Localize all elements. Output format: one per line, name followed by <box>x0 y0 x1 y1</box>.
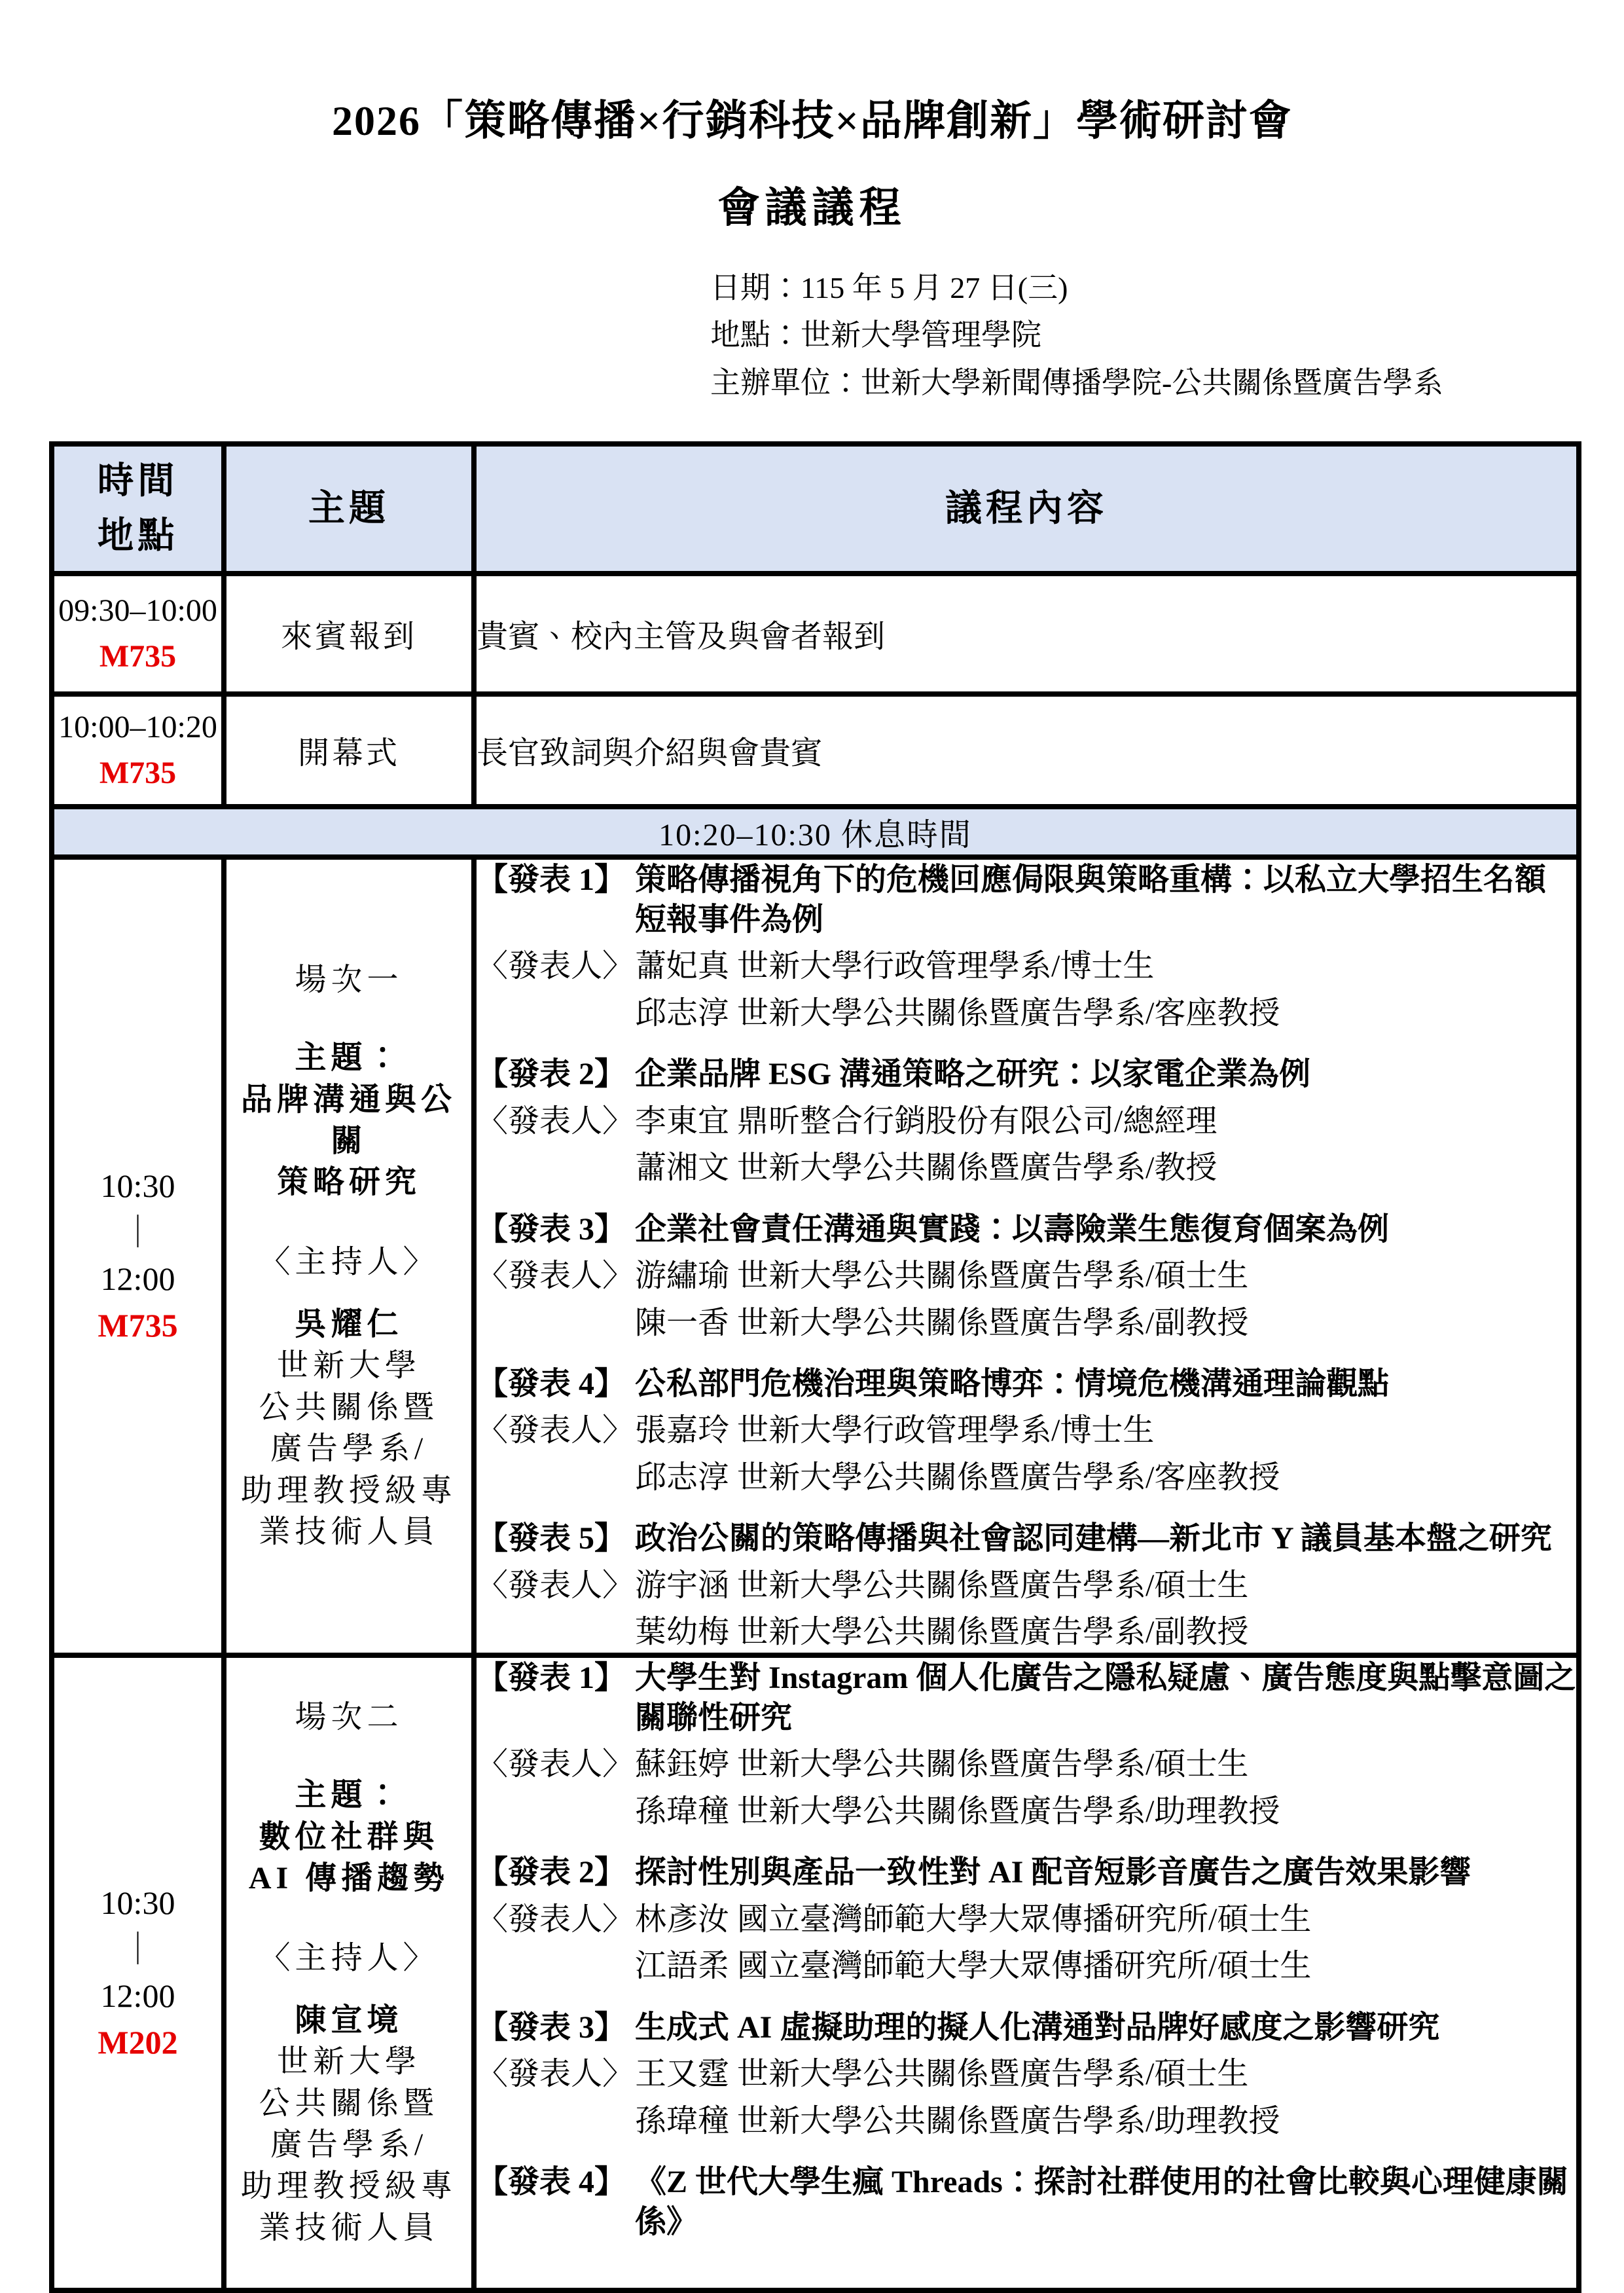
presentation-title: 公私部門危機治理與策略博弈：情境危機溝通理論觀點 <box>635 1366 1390 1401</box>
table-row-registration <box>52 574 1579 694</box>
room-label: M735 <box>98 1307 178 1344</box>
presentation-label: 【發表 4】 <box>477 1366 626 1401</box>
info-date: 日期：115 年 5 月 27 日(三) <box>710 270 1068 304</box>
presenter-label-spacer <box>477 1303 635 1343</box>
presenter-label-spacer <box>477 993 635 1033</box>
info-location: 地點：世新大學管理學院 <box>710 318 1041 352</box>
time-end: 12:00 <box>100 1260 175 1298</box>
presentation-3 <box>477 2008 1576 2141</box>
time-text: 09:30–10:00 <box>58 593 217 629</box>
host-name: 吳耀仁 <box>295 1307 403 1342</box>
presentation-label: 【發表 2】 <box>477 1855 626 1890</box>
presenter-label: 〈發表人〉 <box>477 1568 634 1603</box>
time-start: 10:30 <box>100 1884 175 1921</box>
presentation-title: 《Z 世代大學生瘋 Threads：探討社群使用的社會比較與心理健康關係》 <box>635 2164 1568 2240</box>
presenter-label-spacer <box>477 1148 635 1188</box>
theme-label: 主題： <box>295 1778 403 1813</box>
room-label: M202 <box>98 2023 178 2061</box>
presenter-line: 陳一香 世新大學公共關係暨廣告學系/副教授 <box>635 1305 1249 1340</box>
room-label: M735 <box>99 638 177 674</box>
header-row <box>52 444 1579 574</box>
presentation-4 <box>477 2162 1576 2243</box>
presenter-line: 李東宜 鼎昕整合行銷股份有限公司/總經理 <box>635 1103 1218 1139</box>
presenter-label: 〈發表人〉 <box>477 2057 634 2092</box>
presenter-label: 〈發表人〉 <box>477 1258 634 1294</box>
time-end: 12:00 <box>100 1977 175 2014</box>
session-number: 場次二 <box>295 1700 403 1735</box>
presentation-1 <box>477 860 1576 1034</box>
presentation-title: 大學生對 Instagram 個人化廣告之隱私疑慮、廣告態度與點擊意圖之關聯性研究 <box>635 1660 1576 1736</box>
presenter-line: 葉幼梅 世新大學公共關係暨廣告學系/副教授 <box>635 1615 1249 1650</box>
presentation-label: 【發表 2】 <box>477 1057 626 1092</box>
time-text: 10:00–10:20 <box>58 710 217 745</box>
presenter-line: 孫瑋穜 世新大學公共關係暨廣告學系/助理教授 <box>635 2103 1280 2138</box>
presenter-line: 江語柔 國立臺灣師範大學大眾傳播研究所/碩士生 <box>635 1949 1312 1984</box>
page-subtitle: 會議議程 <box>717 184 907 231</box>
presentation-label: 【發表 3】 <box>477 1211 626 1247</box>
presentation-title: 策略傳播視角下的危機回應侷限與策略重構：以私立大學招生名額短報事件為例 <box>635 862 1547 938</box>
host-affiliation-line: 業技術人員 <box>259 2210 439 2245</box>
host-affiliation-line: 業技術人員 <box>259 1514 439 1549</box>
presenter-label: 〈發表人〉 <box>477 1103 634 1139</box>
session-row-2 <box>52 1655 1579 2290</box>
break-row <box>52 807 1579 857</box>
theme-label: 主題： <box>295 1040 403 1076</box>
session-number: 場次一 <box>295 962 403 997</box>
host-affiliation-line: 公共關係暨 <box>259 2085 439 2121</box>
presentation-3 <box>477 1209 1576 1343</box>
theme-line: 數位社群與 <box>259 1819 439 1854</box>
presentation-label: 【發表 4】 <box>477 2164 626 2199</box>
presenter-line: 邱志淳 世新大學公共關係暨廣告學系/客座教授 <box>635 995 1280 1031</box>
host-name: 陳宣境 <box>295 2002 403 2038</box>
topic-cell: 開幕式 <box>224 694 474 807</box>
break-text: 10:20–10:30 休息時間 <box>52 807 1579 857</box>
host-affiliation-line: 助理教授級專 <box>240 2169 457 2204</box>
presenter-label-spacer <box>477 1612 635 1652</box>
host-affiliation-line: 世新大學 <box>276 2044 421 2080</box>
agenda-table <box>49 441 1581 2293</box>
event-info <box>710 265 1624 407</box>
presenter-label-spacer <box>477 2101 635 2141</box>
presentation-label: 【發表 1】 <box>477 862 626 897</box>
presenter-line: 蕭湘文 世新大學公共關係暨廣告學系/教授 <box>635 1150 1218 1186</box>
host-affiliation-line: 廣告學系/ <box>270 2127 428 2162</box>
time-separator: ｜ <box>121 1930 154 1968</box>
session-time-cell <box>52 1655 224 2290</box>
presenter-label: 〈發表人〉 <box>477 1747 634 1782</box>
theme-line: 品牌溝通與公關 <box>240 1082 457 1159</box>
time-separator: ｜ <box>121 1214 154 1251</box>
presenter-line: 林彥汝 國立臺灣師範大學大眾傳播研究所/碩士生 <box>635 1901 1312 1937</box>
header-location-line: 地點 <box>97 515 179 557</box>
presenter-line: 張嘉玲 世新大學行政管理學系/博士生 <box>635 1413 1155 1448</box>
presentation-4 <box>477 1364 1576 1497</box>
theme-line: 策略研究 <box>276 1165 421 1200</box>
presenter-line: 游宇涵 世新大學公共關係暨廣告學系/碩士生 <box>635 1568 1249 1603</box>
presentation-label: 【發表 1】 <box>477 1660 626 1695</box>
session-content-cell <box>474 1655 1579 2290</box>
presentation-title: 探討性別與產品一致性對 AI 配音短影音廣告之廣告效果影響 <box>635 1855 1471 1890</box>
session-info-cell <box>224 857 474 1655</box>
content-cell: 長官致詞與介紹與會貴賓 <box>474 694 1579 807</box>
presentation-label: 【發表 5】 <box>477 1521 626 1556</box>
room-label: M735 <box>99 755 177 790</box>
content-cell: 貴賓、校內主管及與會者報到 <box>474 574 1579 694</box>
time-cell <box>52 694 224 807</box>
header-topic: 主題 <box>224 444 474 574</box>
info-organizer: 主辦單位：世新大學新聞傳播學院-公共關係暨廣告學系 <box>710 365 1443 399</box>
session-theme <box>226 1774 471 1899</box>
session-time-cell <box>52 857 224 1655</box>
presenter-label-spacer <box>477 1946 635 1986</box>
host-label: 〈主持人〉 <box>259 1244 439 1279</box>
presenter-label: 〈發表人〉 <box>477 1901 634 1937</box>
time-cell <box>52 574 224 694</box>
presenter-line: 王又霆 世新大學公共關係暨廣告學系/碩士生 <box>635 2057 1249 2092</box>
topic-cell: 來賓報到 <box>224 574 474 694</box>
presentation-title: 生成式 AI 虛擬助理的擬人化溝通對品牌好感度之影響研究 <box>635 2009 1440 2045</box>
session-info-cell <box>224 1655 474 2290</box>
host-affiliation-line: 公共關係暨 <box>259 1389 439 1425</box>
presentation-title: 企業品牌 ESG 溝通策略之研究：以家電企業為例 <box>635 1057 1311 1092</box>
presentation-title: 政治公關的策略傳播與社會認同建構—新北市 Y 議員基本盤之研究 <box>635 1521 1552 1556</box>
theme-line: AI 傳播趨勢 <box>248 1861 450 1896</box>
header-time-location <box>52 444 224 574</box>
host-affiliation-line: 助理教授級專 <box>240 1473 457 1508</box>
host-affiliation-line: 世新大學 <box>276 1348 421 1384</box>
presenter-line: 孫瑋穜 世新大學公共關係暨廣告學系/助理教授 <box>635 1793 1280 1829</box>
header-time-line: 時間 <box>97 460 179 502</box>
session-row-1 <box>52 857 1579 1655</box>
presenter-line: 蘇鈺婷 世新大學公共關係暨廣告學系/碩士生 <box>635 1747 1249 1782</box>
host-label: 〈主持人〉 <box>259 1940 439 1975</box>
presenter-line: 蕭妃真 世新大學行政管理學系/博士生 <box>635 949 1155 984</box>
host-affiliation-line: 廣告學系/ <box>270 1431 428 1467</box>
presenter-label: 〈發表人〉 <box>477 1413 634 1448</box>
presenter-label-spacer <box>477 1458 635 1497</box>
presenter-label: 〈發表人〉 <box>477 949 634 984</box>
session-content-cell <box>474 857 1579 1655</box>
presentation-label: 【發表 3】 <box>477 2009 626 2045</box>
session-theme <box>226 1037 471 1203</box>
header-content: 議程內容 <box>474 444 1579 574</box>
presentation-title: 企業社會責任溝通與實踐：以壽險業生態復育個案為例 <box>635 1211 1390 1247</box>
presenter-line: 邱志淳 世新大學公共關係暨廣告學系/客座教授 <box>635 1459 1280 1495</box>
presentation-2 <box>477 1054 1576 1188</box>
presenter-label-spacer <box>477 1791 635 1831</box>
presentation-2 <box>477 1852 1576 1986</box>
page-title: 2026「策略傳播×行銷科技×品牌創新」學術研討會 <box>332 98 1292 144</box>
presentation-5 <box>477 1518 1576 1652</box>
time-start: 10:30 <box>100 1167 175 1205</box>
table-row-opening <box>52 694 1579 807</box>
presenter-line: 游繡瑜 世新大學公共關係暨廣告學系/碩士生 <box>635 1258 1249 1294</box>
presentation-1 <box>477 1658 1576 1832</box>
